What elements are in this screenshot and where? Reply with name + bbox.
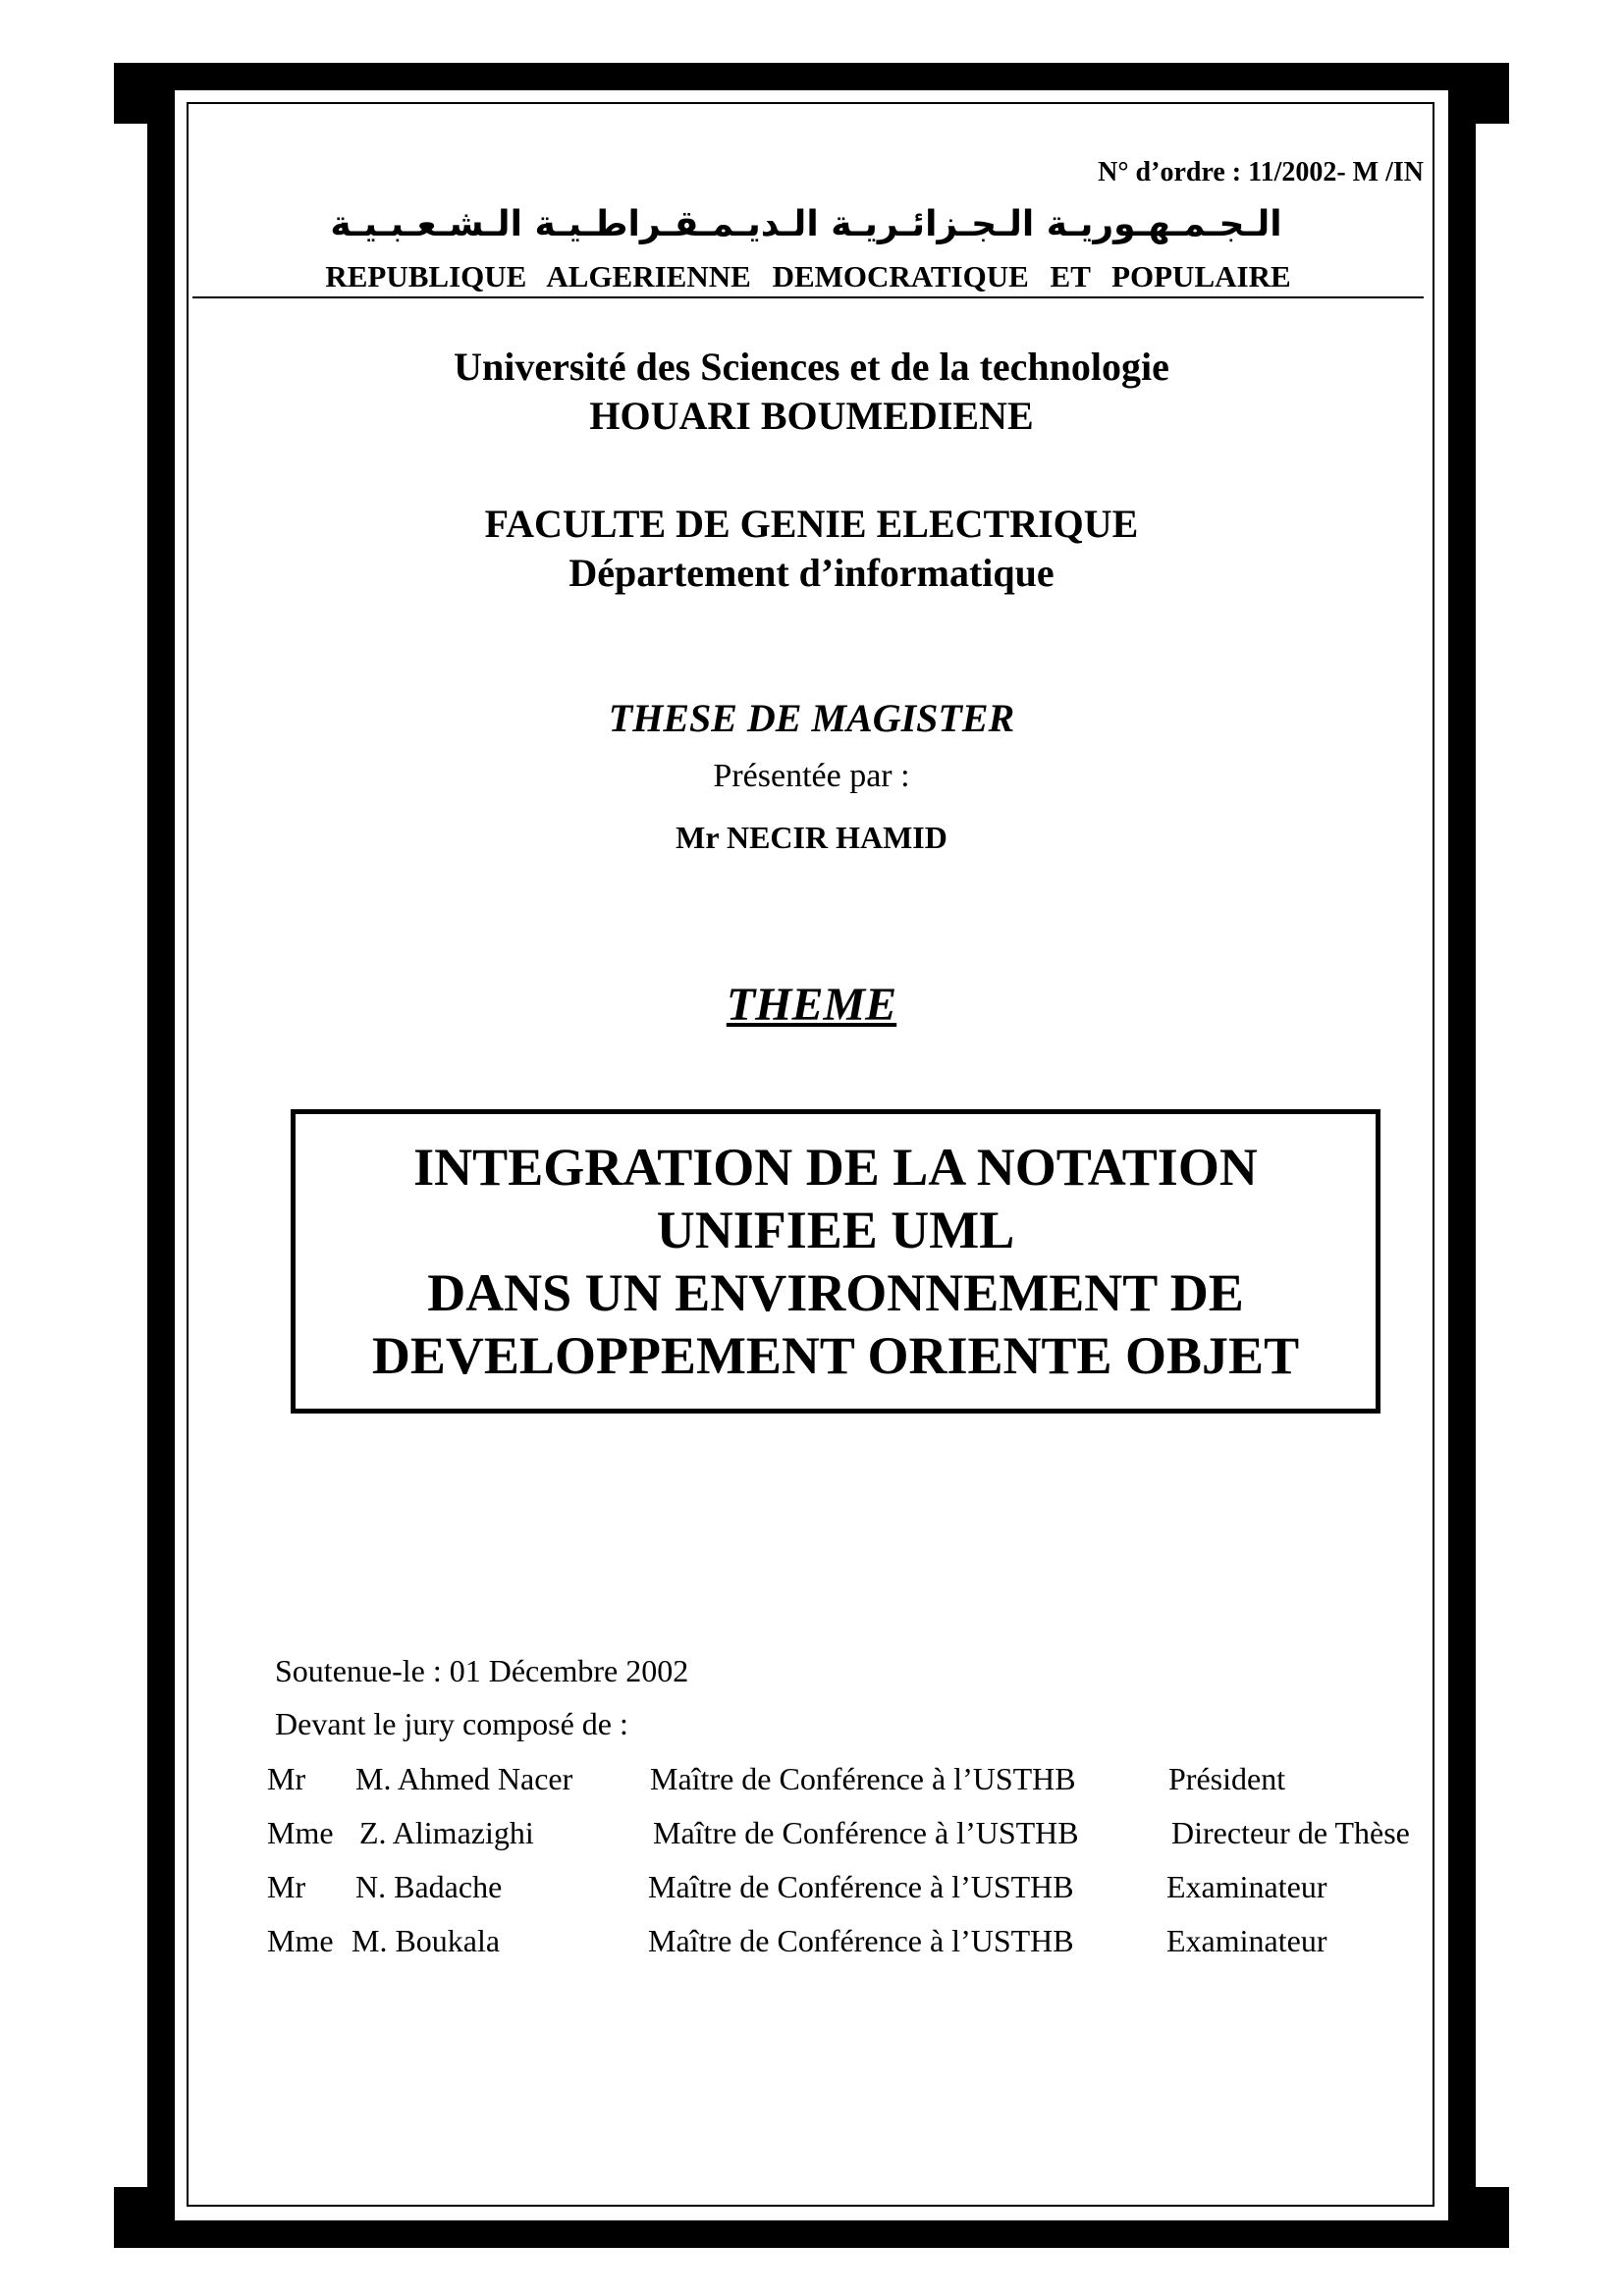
page-border-corner: [1476, 2187, 1509, 2248]
faculty-name: FACULTE DE GENIE ELECTRIQUE: [484, 502, 1139, 546]
page-border-corner: [114, 63, 147, 124]
defense-date: Soutenue-le : 01 Décembre 2002: [275, 1653, 689, 1688]
university-name: Université des Sciences et de la technologie: [454, 345, 1169, 389]
republic-name-french: REPUBLIQUE ALGERIENNE DEMOCRATIQUE ET POPULAIRE: [192, 259, 1424, 298]
jury-grade: Maître de Conférence à l’USTHB: [648, 1923, 1074, 1958]
department-name: Département d’informatique: [568, 551, 1055, 595]
page-border-left: [147, 63, 175, 2248]
page-border-corner: [1476, 63, 1509, 124]
jury-role: Président: [1168, 1761, 1286, 1796]
jury-grade: Maître de Conférence à l’USTHB: [648, 1869, 1074, 1904]
page-border-right: [1448, 63, 1476, 2248]
jury-grade: Maître de Conférence à l’USTHB: [650, 1761, 1076, 1796]
jury-member-row: [267, 1923, 1445, 1966]
jury-grade: Maître de Conférence à l’USTHB: [653, 1815, 1079, 1850]
jury-member-row: [267, 1761, 1445, 1804]
republic-name-arabic: الـجـمـهـوريـة الـجـزائـريـة الـديـمـقـراطـيـة الـشـعـبـيـة: [330, 204, 1282, 244]
jury-role: Directeur de Thèse: [1171, 1815, 1410, 1850]
thesis-title-line: UNIFIEE UML: [656, 1201, 1015, 1259]
jury-name: M. Boukala: [352, 1923, 501, 1958]
theme-heading: THEME: [726, 979, 897, 1031]
thesis-title-box: [291, 1109, 1380, 1414]
jury-role: Examinateur: [1166, 1869, 1327, 1904]
jury-name: N. Badache: [355, 1869, 503, 1904]
thesis-title-line: DEVELOPPEMENT ORIENTE OBJET: [371, 1326, 1300, 1385]
university-name-2: HOUARI BOUMEDIENE: [589, 394, 1034, 438]
page-border-corner: [114, 2187, 147, 2248]
jury-civility: Mme: [267, 1923, 334, 1958]
jury-civility: Mme: [267, 1815, 334, 1850]
page-border-top: [147, 63, 1476, 90]
jury-role: Examinateur: [1166, 1923, 1327, 1958]
presented-by-label: Présentée par :: [713, 758, 910, 794]
jury-civility: Mr: [267, 1869, 306, 1904]
jury-intro: Devant le jury composé de :: [275, 1706, 628, 1741]
thesis-title-line: INTEGRATION DE LA NOTATION: [413, 1138, 1258, 1197]
thesis-title-line: DANS UN ENVIRONNEMENT DE: [427, 1263, 1244, 1322]
author-name: Mr NECIR HAMID: [676, 820, 947, 855]
page-border-bottom: [147, 2220, 1476, 2248]
order-number: N° d’ordre : 11/2002- M /IN: [1098, 157, 1424, 187]
jury-name: Z. Alimazighi: [359, 1815, 534, 1850]
jury-civility: Mr: [267, 1761, 306, 1796]
jury-name: M. Ahmed Nacer: [355, 1761, 573, 1796]
thesis-type: THESE DE MAGISTER: [608, 696, 1015, 740]
jury-member-row: [267, 1869, 1445, 1912]
jury-member-row: [267, 1815, 1445, 1858]
